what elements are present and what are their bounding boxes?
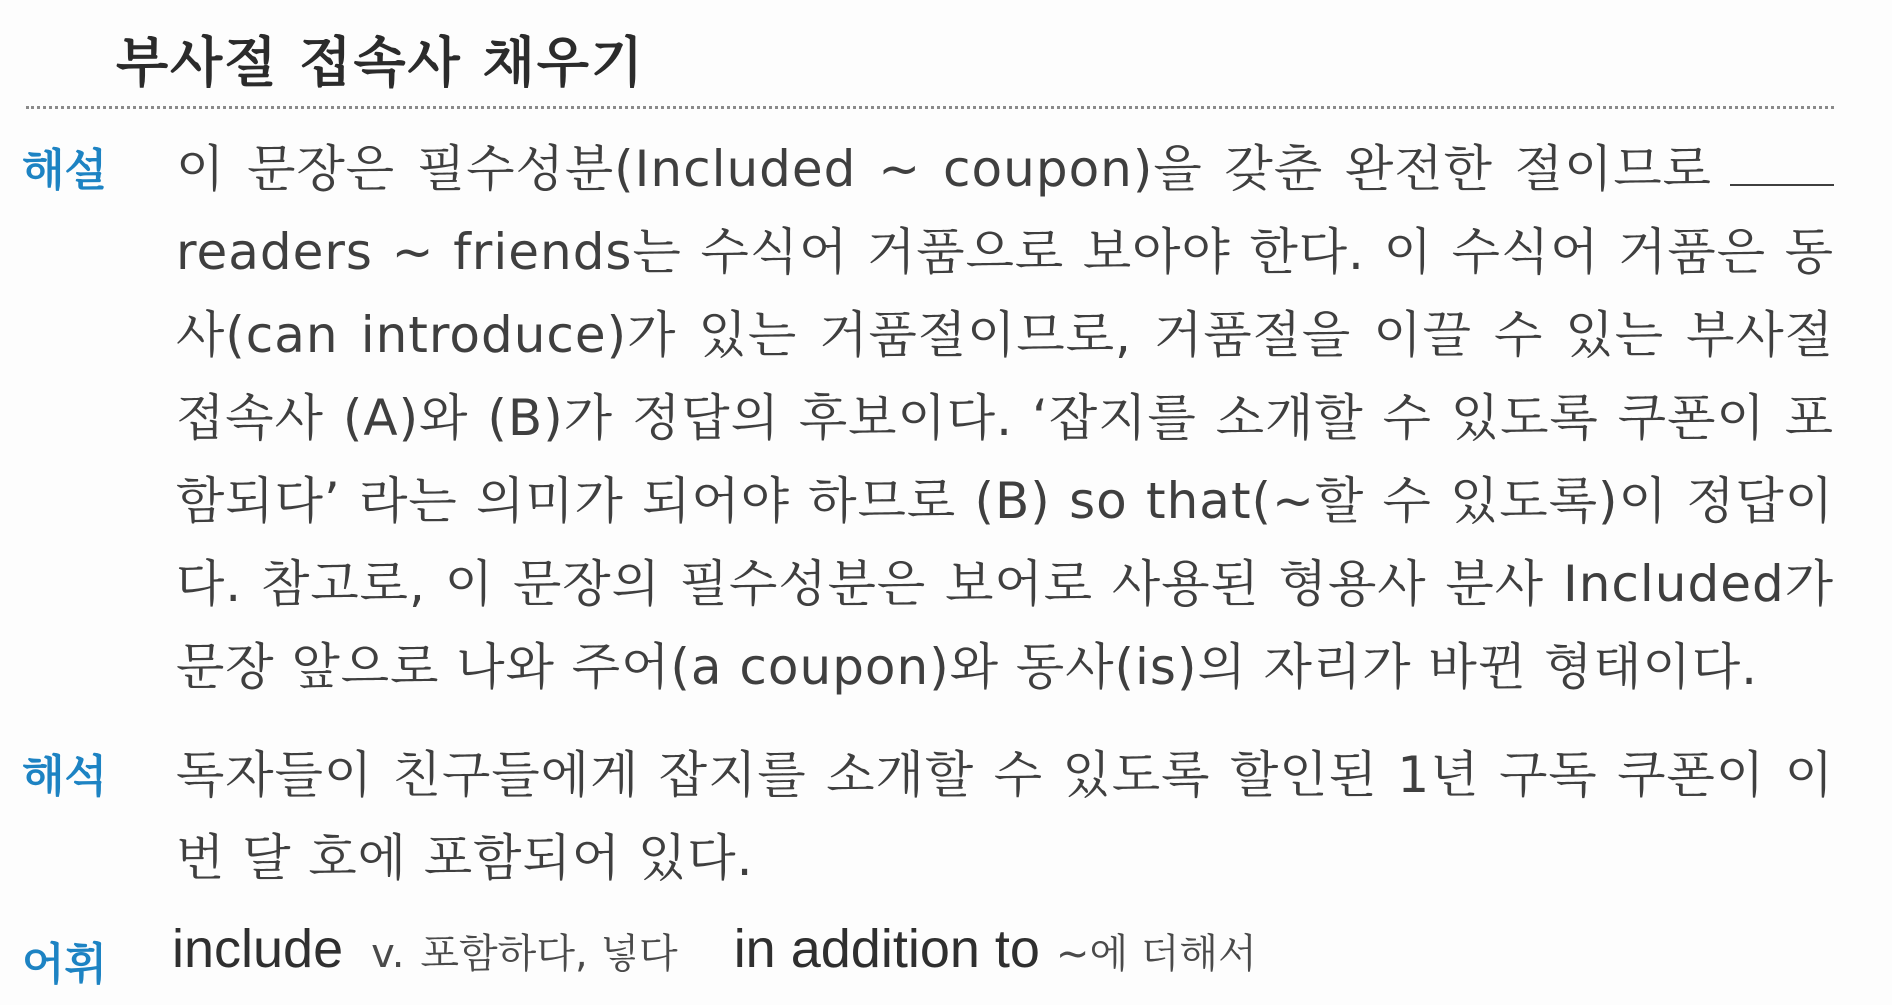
vocabulary-list — [172, 918, 1257, 980]
vocab-word: include — [172, 919, 344, 979]
vocab-meaning: 포함하다, 넣다 — [420, 931, 678, 977]
explanation-text-part1: 이 문장은 필수성분(Included ~ coupon)을 갖춘 완전한 절이므로 — [176, 140, 1712, 198]
explanation-paragraph — [176, 128, 1834, 709]
vocab-word: in addition to — [733, 919, 1040, 979]
vocab-part-of-speech: v. — [371, 931, 405, 977]
translation-paragraph: 독자들이 친구들에게 잡지를 소개할 수 있도록 할인된 1년 구독 쿠폰이 이번 달 호에 포함되어 있다. — [176, 746, 1834, 887]
explanation-text-part2: readers ~ friends는 수식어 거품으로 보아야 한다. 이 수식어 거품은 동사(can introduce)가 있는 거품절이므로, 거품절을 이끌 수 있는 부사절 접속사 (A)와 (B)가 정답의 후보이다. ‘잡지를 소개할 수 있도록 쿠폰이 포함되다’ 라는 의미가 되어야 하므로 (B) so that(~할 수 있도록)이 정답이다. 참고로, 이 문장의 필수성분은 보어로 사용된 형용사 분사 Included가 문장 앞으로 나와 주어(a coupon)와 동사(is)의 자리가 바뀐 형태이다. — [176, 223, 1834, 696]
vocab-meaning: ~에 더해서 — [1055, 931, 1257, 977]
vocabulary-label: 어휘 — [22, 939, 108, 990]
section-title: 부사절 접속사 채우기 — [116, 31, 646, 94]
dotted-divider — [26, 106, 1834, 109]
answer-blank — [1730, 184, 1834, 186]
translation-label: 해석 — [22, 751, 108, 802]
explanation-label: 해설 — [22, 145, 108, 196]
